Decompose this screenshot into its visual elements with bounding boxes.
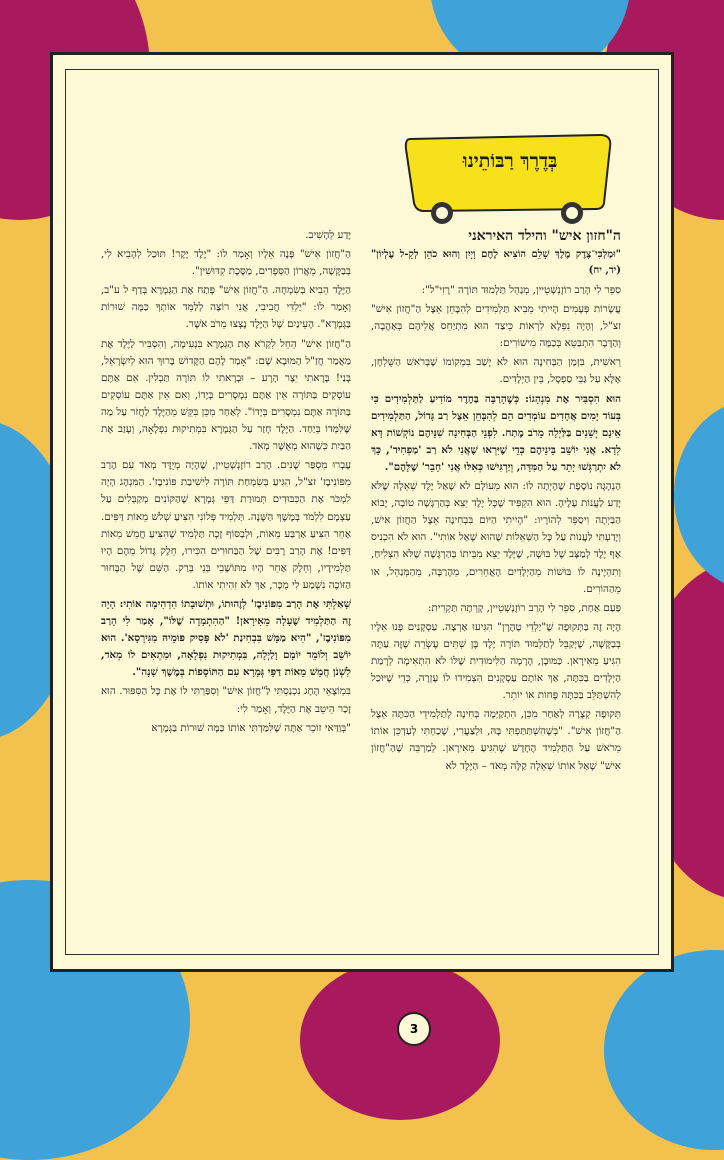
article-column-right: [371, 227, 621, 777]
paragraph: עָבְרוּ מִסְפַּר שָׁנִים. הָרַב רוֹזֶנְשְׁטֵיין, שֶׁהָיָה מְיֻדָּד מְאֹד עִם הָרַב מִפּוֹנִיבֶז' זצ"ל, הִגִּיעַ בְּשִׂמְחַת תּוֹרָה לִישִׁיבַת פּוֹנִיבֶז'. הַמִּנְהָג הָיָה לִמְכֹּר אֶת הַכִּבּוּדִים תְּמוּרַת דַּפֵּי גְּמָרָא שֶׁהַקּוֹנִים מְקַבְּלִים עַל עַצְמָם לִלְמֹד בְּמֶשֶׁךְ הַשָּׁנָה. תַּלְמִיד פְּלוֹנִי הִצִּיעַ שְׁלֹשׁ מֵאוֹת דַּפִּים. אַחֵר הִצִּיעַ אַרְבַּע מֵאוֹת, וּלְבַסּוֹף זָכָה תַּלְמִיד שֶׁהִצִּיעַ חֲמֵשׁ מֵאוֹת דַּפִּים! אֶת הָרַב רָבִּים שֶׁל הַבַּחוּרִים הִכִּירוּ, חֵלֶק גָּדוֹל מֵהֶם הָיוּ תַּלְמִידָיו, וְחֵלֶק אַחֵר הָיוּ מִתּוֹשָׁבֵי בְּנֵי בְּרַק. הַשֵּׁם שֶׁל הַבָּחוּר הַזּוֹכֶה נִשְׁמַע לִי מֻכָּר, אַךְ לֹא זִהִיתִי אוֹתוֹ.: [100, 459, 351, 591]
decor-blob-blue: [604, 950, 724, 1150]
article-subtitle: "וּמַלְכִּי־צֶדֶק מֶלֶךְ שָׁלֵם הוֹצִיא לֶחֶם וָיָיִן וְהוּא כֹהֵן לְקֵ-ל עֶלְיוֹן" (יד, יח): [371, 249, 621, 276]
paragraph: "בְּוַדַּאי זוֹכֵר אַתָּה שֶׁלִּמַּדְתִּי אוֹתוֹ כַּמָּה שׁוּרוֹת בַּגְּמָרָא: [151, 721, 351, 734]
decor-blob-blue: [674, 400, 724, 590]
paragraph: הַיֶּלֶד הֵבִיא בְּשִׂמְחָה. הַ"חֲזוֹן אִישׁ" פָּתַח אֶת הַגְּמָרָא בְּדַף ל ע"ב, וְאָמַר לוֹ: "יַלְדִּי חֲבִיבִי, אֲנִי רוֹצֶה לְלַמֵּד אוֹתְךָ כַּמָּה שׁוּרוֹת בַּגְּמָרָא". הָעֵינַיִם שֶׁל הַיֶּלֶד נָצְצוּ מֵרֹב אֹשֶׁר.: [101, 284, 351, 331]
paragraph: רֵאשִׁית, בִּזְמַן הַבְּחִינָה הוּא לֹא יָשַׁב בִּמְקוֹמוֹ שֶׁבְּרֹאשׁ הַשֻּׁלְחָן, אֶלָּא עַל גַּבֵּי סַפְסָל, בֵּין הַיְלָדִים.: [371, 356, 621, 386]
article-title: ה"חזון איש" והילד האיראני: [468, 228, 621, 244]
paragraph: תְּקוּפָה קְצָרָה לְאַחַר מִכֵּן, הִתְקַיְּמָה בְּחִינָה לְתַלְמִידֵי הַכִּתָּה אֵצֶל הַ"חֲזוֹן אִישׁ". "בְּשֶׁהִשְׁתַּתַּפְתִּי בָּהּ, וּלְצַעֲרִי, שָׁכַחְתִּי לְעַדְכֵּן אוֹתוֹ מֵרֹאשׁ עַל הַתַּלְמִיד הֶחָדָשׁ שֶׁהִגִּיעַ מֵאִירָאן. לְמַרְבֵּה שֶׁהַ"חֲזוֹן אִישׁ" שָׁאַל אוֹתוֹ שְׁאֵלָה קַלָּה מְאֹד – הַיֶּלֶד לֹא: [371, 708, 621, 772]
section-title: בְּדֶרֶךְ רַבּוֹתֵינוּ: [462, 150, 558, 172]
paragraph: הַנְהָגָה נוֹסֶפֶת שֶׁהָיְתָה לוֹ: הוּא מֵעוֹלָם לֹא שָׁאַל יֶלֶד שְׁאֵלָה שֶׁלֹּא יָדַע לַעֲנוֹת עָלֶיהָ. הוּא הִקְפִּיד שֶׁכָּל יֶלֶד יֵצֵא בְּהַרְגָּשָׁה טוֹבָה, יָבוֹא הַבַּיְתָה וִיסַפֵּר לְהוֹרָיו: "הָיִיתִי הַיּוֹם בִּבְחִינָה אֵצֶל הַחֲזוֹן אִישׁ, וְיָדַעְתִּי לַעֲנוֹת עַל כָּל הַשְּׁאֵלוֹת שֶׁהוּא שָׁאַל אוֹתִי". הוּא לֹא הִכְנִיס אַף יֶלֶד לְמַצָּב שֶׁל בּוּשָׁה, שֶׁיֶּלֶד יֵצֵא מִבֵּיתוֹ בְּהַרְגָּשָׁה שֶׁלֹּא הִצְלִיחַ, וְתִהְיֶינָה לוֹ בּוּשׁוֹת מֵהַיְלָדִים הָאֲחֵרִים, מֵהָרַבָּה, מֵהַמְּנַהֵל, או מֵהַהוֹרִים.: [371, 480, 621, 595]
paragraph: עֲשָׂרוֹת פְּעָמִים הָיִיתִי מֵבִיא תַּלְמִידִים לְהִבָּחֵן אֵצֶל הַ"חֲזוֹן אִישׁ" זצ"ל, וְהָיָה נִפְלָא לִרְאוֹת כֵּיצַד הוּא מִתְיַחֵס אֲלֵיהֶם בְּאַהֲבָה, וְהַדָּבָר הִתְבַּטֵּא בְּכַמָּה מִישׁוֹרִים:: [371, 303, 621, 350]
paragraph: הַ"חֲזוֹן אִישׁ" הֵחֵל לִקְרֹא אֶת הַגְּמָרָא בִּנְעִימָה, וְהִסְבִּיר לַיֶּלֶד אֶת מַאֲמַר חֲזַ"ל הַמּוּבָא שָׁם: "אָמַר לָהֶם הַקָּדוֹשׁ בָּרוּךְ הוּא לְיִשְׂרָאֵל, בָּנַי! בָּרָאתִי יֵצֶר הָרָע – וּבָרָאתִי לוֹ תּוֹרָה תַּבְלִין. אִם אַתֶּם עוֹסְקִים בַּתּוֹרָה אֵין אַתֶּם נִמְסָרִים בְּיָדוֹ, וְאִם אֵין אַתֶּם עוֹסְקִים בַּתּוֹרָה אַתֶּם נִמְסָרִים בְּיָדוֹ". לְאַחַר מִכֵּן בִּקֵּשׁ מֵהַיֶּלֶד לַחֲזֹר עַל מַה שֶּׁלִּמְּדוֹ בְּיַחַד. הַיֶּלֶד חָזַר עַל הַגְּמָרָא בִּמְתִיקוּת נִפְלָאָה, וְעָזַב אֶת הַבַּיִת כְּשֶׁהוּא מְאֻשָּׁר מְאֹד.: [101, 337, 351, 453]
page-panel: [50, 52, 674, 1036]
paragraph: סִפֵּר לִי הָרַב רוֹזֶנְשְׁטֵיין, מְנַהֵל תַּלְמוּד תּוֹרָה "רָזִי"ל":: [421, 284, 621, 296]
paragraph-emphasis: הוּא הִסְבִּיר אֶת מִנְהָגוֹ: כְּשֶׁהָרַבָּה בַּחֶדֶר מוֹדִיעַ לַתַּלְמִידִים כִּי בְּעוֹד יָמִים אֲחָדִים עוֹמְדִים הֵם לְהִבָּחֵן אֵצֶל רַב גָּדוֹל, הַתַּלְמִידִים אֵינָם יְשֵׁנִים בַּלַּיְלָה מֵרֹב מֶתַח. לִפְנֵי הַבְּחִינָה שִׁנֵּיהֶם נוֹקְשׁוֹת דָּא לְדָא. אֲנִי יוֹשֵׁב בֵּינֵיהֶם כְּדֵי שֶׁיִּרְאוּ שֶׁאֲנִי לֹא רַב 'מַפְחִיד', כָּךְ לֹא יִתְרַגְּשׁוּ יָתֵר עַל הַמִּדָּה, וְיַרְגִּישׁוּ כְּאִלּוּ אֲנִי 'חָבֵר' שֶׁלָּהֶם".: [371, 392, 621, 473]
paragraph: יָדַע לְהָשִׁיב.: [305, 229, 351, 241]
section-banner-bus: [400, 133, 620, 229]
article-column-left: [101, 227, 351, 739]
paragraph-emphasis: שָׁאַלְתִּי אֶת הָרַב מִפּוֹנִיבֶז' לְזֶהוּתוֹ, וּתְשׁוּבָתוֹ הִדְהִימָה אוֹתִי: הָיָה זֶה הַתַּלְמִיד שֶׁעָלָה מֵאִירָאן! "הַהִתְמָדָה שֶׁלּוֹ", אָמַר לִי הָרַב מִפּוֹנִיבֶז', "הִיא מַמָּשׁ בִּבְחִינַת 'לֹא פָּסִיק פּוּמֵיהּ מִגִּירְסָא'. הוּא יוֹשֵׁב וְלוֹמֵד יוֹמָם וָלַיְלָה, בִּמְתִיקוּת נִפְלָאָה, וּמִתְאִים לוֹ מְאֹד, לִשְׁנֹן חֲמֵשׁ מֵאוֹת דַּפֵּי גְּמָרָא עִם הַתּוֹסָפוֹת בְּמֶשֶׁךְ שָׁנָה".: [101, 597, 351, 679]
decor-blob-magenta: [300, 960, 500, 1120]
paragraph: הַ"חֲזוֹן אִישׁ" פָּנָה אֵלָיו וְאָמַר לוֹ: "יֶלֶד יָקָר! תּוּכַל לְהָבִיא לִי, בְּבַקָּשָׁה, מֵאֲרוֹן הַסְּפָרִים, מַסֶּכֶת קִדּוּשִׁין".: [101, 248, 351, 278]
paragraph: בִּמְוֹצָאֵי הֶחָג נִכְנַסְתִּי לַ"חֲזוֹן אִישׁ" וְסִפַּרְתִּי לוֹ אֶת כָּל הַסִּפּוּר. הוּא זָכַר הֵיטֵב אֶת הַיֶּלֶד, וְאָמַר לִי:: [101, 685, 351, 715]
paragraph: פַּעַם אַחַת, סִפֵּר לִי הָרַב רוֹזֶנְשְׁטֵיין, קָרְתָה תַּקְרִית:: [428, 601, 621, 614]
paragraph: הָיָה זֶה בַּתְּקוּפָה שֶׁ"יַלְדֵי טֶהֶרָן" הִגִּיעוּ אַרְצָה. עַסְקָנִים פָּנוּ אֵלָיו בְּבַקָּשָׁה, שֶׁיְּקַבֵּל לְתַלְמוּד תּוֹרָה יֶלֶד בֶּן שְׁתֵּים עֶשְׂרֵה שֶׁזֶּה עַתָּה הִגִּיעַ מֵאִירָאן. כַּמּוּבָן, הָרָמָה הַלִּימוּדִית שֶׁלּוֹ לֹא הִתְאִימָה לְרָמַת הַיְלָדִים בַּכִּתָּה, אַךְ אוֹתָם עַסְקָנִים הִצְמִידוּ לוֹ עֶזְרָה, כְּדֵי שֶׁיּוּכַל לְהִשְׁתַּלֵּב בַּכִּתָּה פָּחוֹת אוֹ יוֹתֵר.: [371, 620, 621, 702]
page-number: 3: [397, 1012, 431, 1046]
